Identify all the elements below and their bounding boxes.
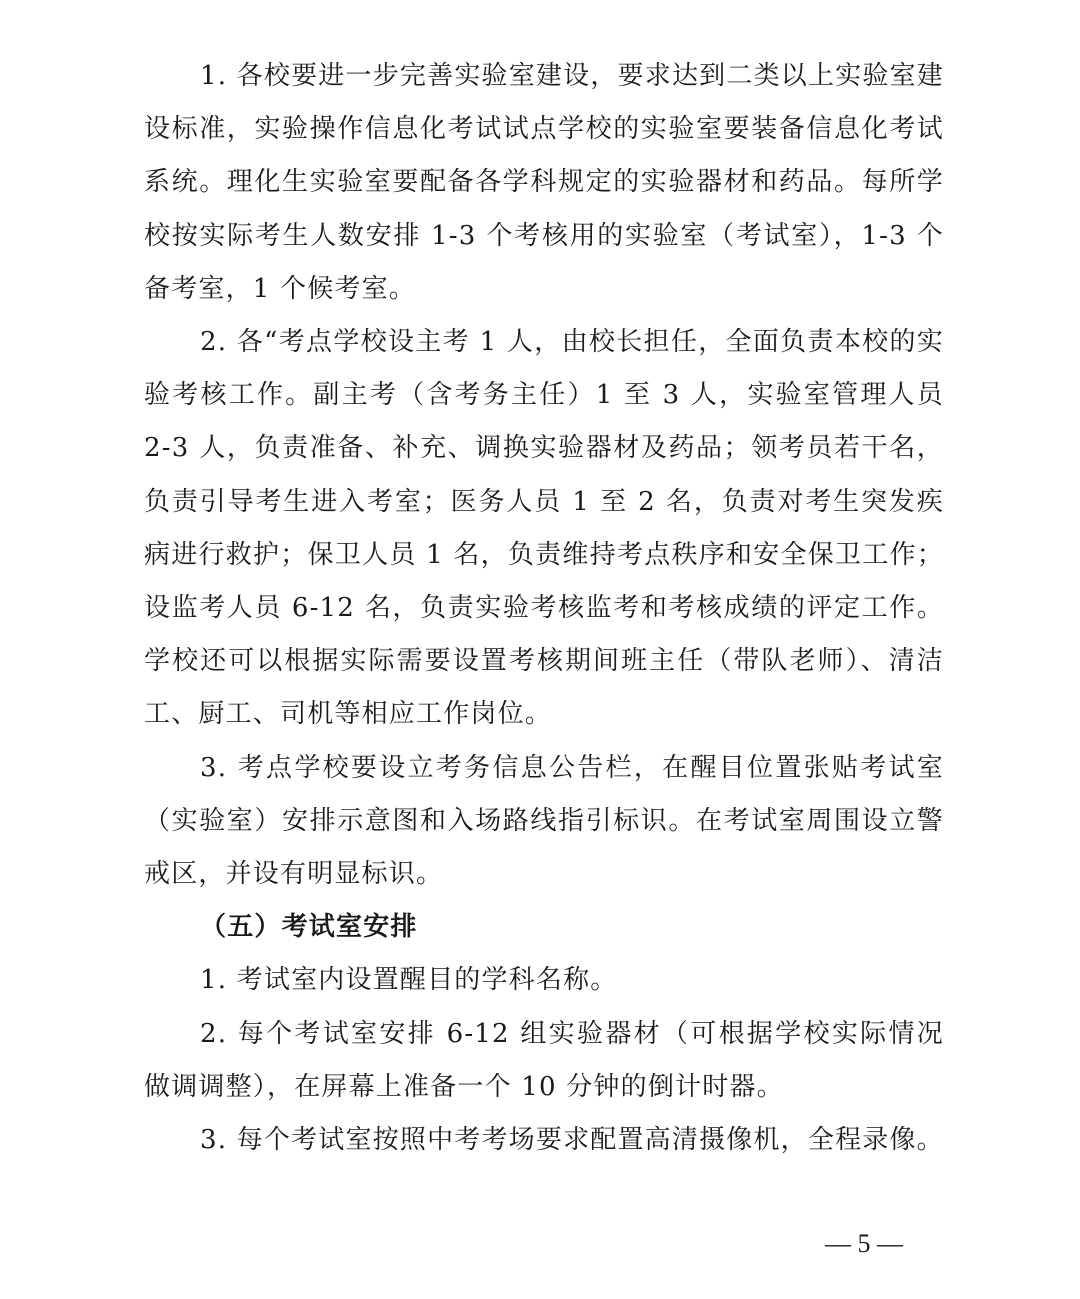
paragraph-subject-name: 1. 考试室内设置醒目的学科名称。: [200, 965, 618, 996]
section-heading: （五）考试室安排: [200, 912, 418, 943]
paragraph-exam-staff: 2. 各“考点学校设主考 1 人，由校长担任，全面负责本校的实验考核工作。副主考（含考务主任）1 至 3 人，实验室管理人员 2-3 人，负责准备、补充、调换实验器材及药品；领考员若干名，负责引导考生进入考室；医务人员 1 至 2 名，负责对考生突发疾病进行救护；保卫人员 1 名，负责维持考点秩序和安全保卫工作；设监考人员 6-12 名，负责实验考核监考和考核成绩的评定工作。学校还可以根据实际需要设置考核期间班主任（带队老师）、清洁工、厨工、司机等相应工作岗位。: [144, 327, 944, 730]
paragraph-notice-board: 3. 考点学校要设立考务信息公告栏，在醒目位置张贴考试室（实验室）安排示意图和入场路线指引标识。在考试室周围设立警戒区，并设有明显标识。: [144, 752, 944, 890]
document-body: [144, 50, 944, 1167]
paragraph-lab-construction: 1. 各校要进一步完善实验室建设，要求达到二类以上实验室建设标准，实验操作信息化考试试点学校的实验室要装备信息化考试系统。理化生实验室要配备各学科规定的实验器材和药品。每所学校按实际考生人数安排 1-3 个考核用的实验室（考试室），1-3 个备考室，1 个候考室。: [144, 61, 944, 304]
page-number: — 5 —: [825, 1229, 903, 1258]
paragraph-camera-recording: 3. 每个考试室按照中考考场要求配置高清摄像机，全程录像。: [200, 1125, 944, 1156]
paragraph-equipment-timer: 2. 每个考试室安排 6-12 组实验器材（可根据学校实际情况做调调整），在屏幕上准备一个 10 分钟的倒计时器。: [144, 1018, 944, 1102]
